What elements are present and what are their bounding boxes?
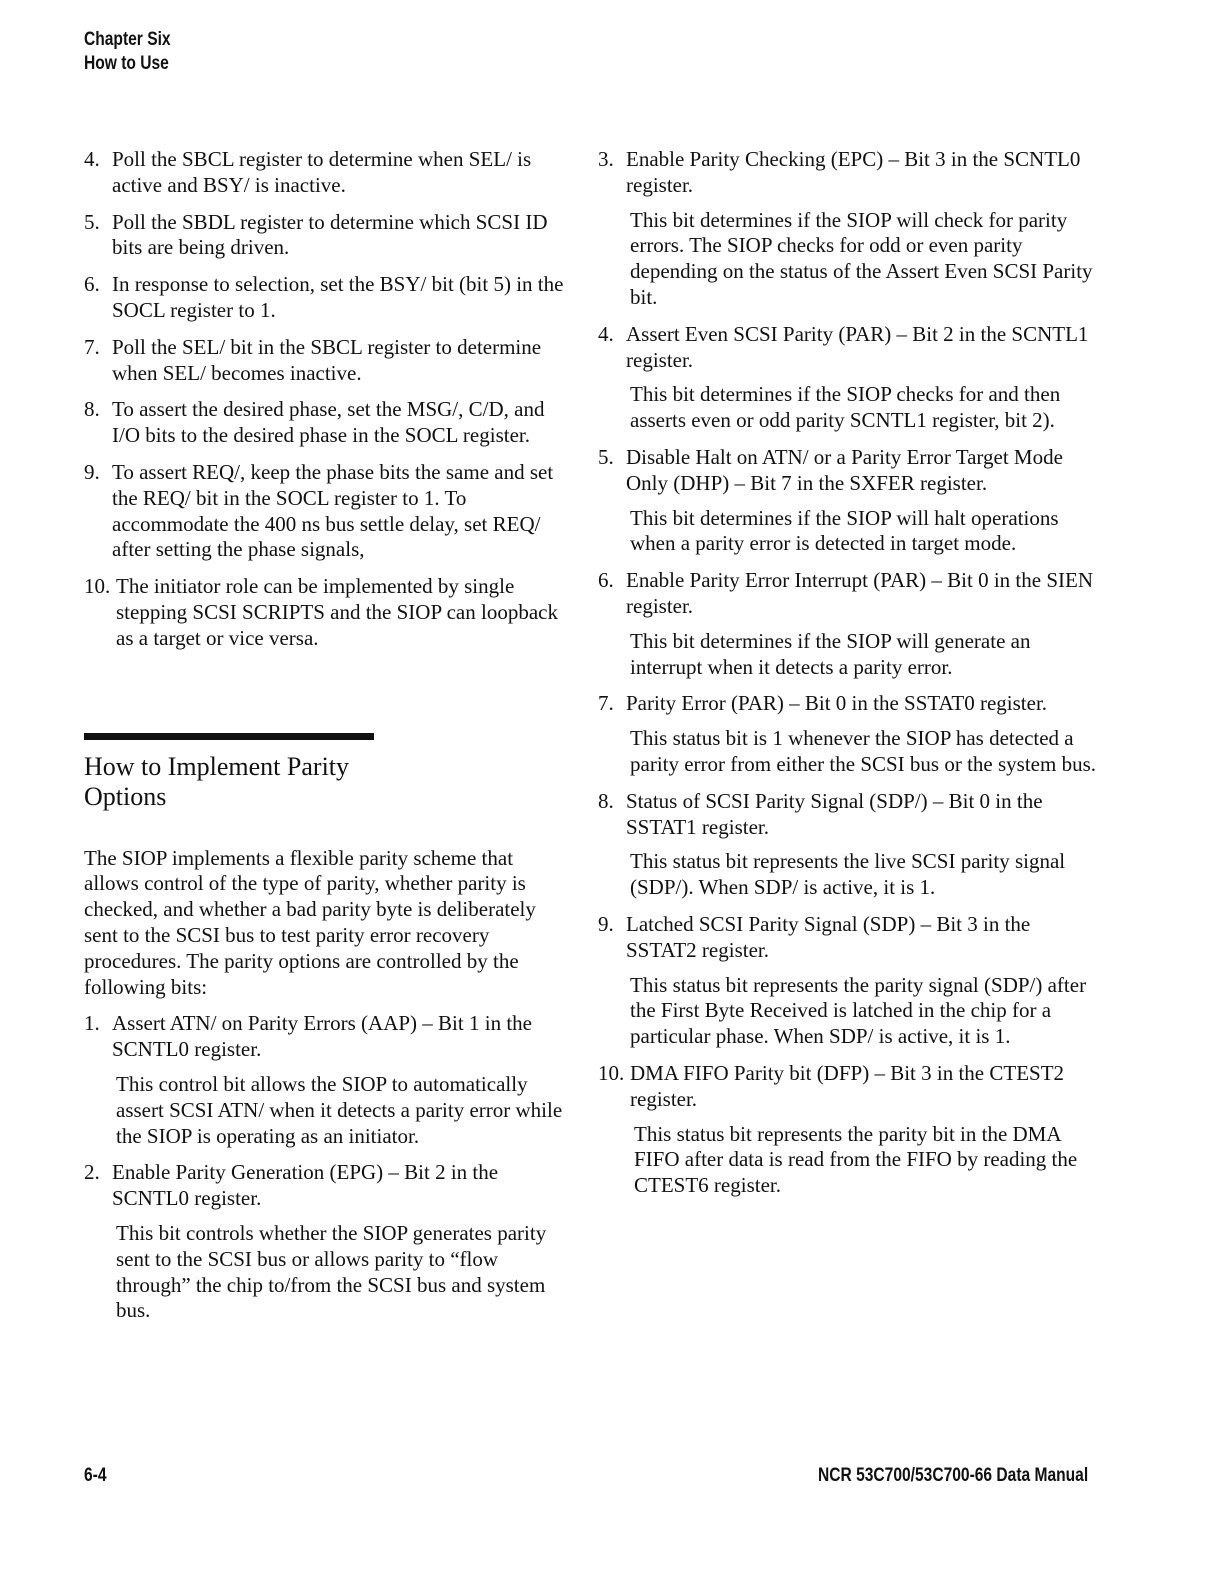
list-number: 7. [598,691,614,716]
parity-item [84,1011,564,1063]
list-text: To assert the desired phase, set the MSG/, C/D, and I/O bits to the desired phase in the SOCL register. [112,397,545,448]
parity-item [84,1160,564,1212]
list-number: 4. [598,321,614,346]
list-item [84,574,564,651]
parity-item-title: Parity Error (PAR) – Bit 0 in the SSTAT0 register. [626,691,1048,716]
parity-item-description: This status bit is 1 whenever the SIOP has detected a parity error from either the SCSI bus or the system bus. [630,726,1096,776]
list-number: 8. [84,397,100,422]
list-number: 4. [84,147,100,171]
parity-item-title: Assert ATN/ on Parity Errors (AAP) – Bit 1 in the SCNTL0 register. [112,1011,532,1062]
list-number: 7. [84,334,100,359]
parity-item [598,568,1098,620]
list-text: In response to selection, set the BSY/ bit (bit 5) in the SOCL register to 1. [112,272,564,322]
section-intro: The SIOP implements a flexible parity scheme that allows control of the type of parity, whether parity is checked, and whether a bad parity byte is deliberately sent to the SCSI bus to test parity error recovery procedures. The parity options are controlled by the following bits: [84,845,536,999]
parity-item [598,912,1098,964]
parity-item [598,691,1098,717]
parity-item-description: This bit determines if the SIOP checks for and then asserts even or odd parity SCNTL1 register, bit 2). [630,382,1061,433]
list-text: To assert REQ/, keep the phase bits the same and set the REQ/ bit in the SOCL register to 1. To accommodate the 400 ns bus settle delay, set REQ/ after setting the phase signals, [112,459,554,562]
parity-item-description: This status bit represents the parity bit in the DMA FIFO after data is read from the FIFO by reading the CTEST6 register. [634,1121,1078,1198]
list-number: 9. [598,911,614,936]
parity-item [598,445,1098,497]
list-number: 5. [598,444,614,469]
parity-item-title: Status of SCSI Parity Signal (SDP/) – Bit 0 in the SSTAT1 register. [626,788,1043,839]
parity-item [598,789,1098,841]
parity-item-description: This control bit allows the SIOP to automatically assert SCSI ATN/ when it detects a parity error while the SIOP is operating as an initiator. [116,1071,563,1148]
section-label: How to Use [84,53,169,74]
list-number: 8. [598,788,614,813]
section-rule [84,733,374,740]
parity-item-description: This status bit represents the live SCSI parity signal (SDP/). When SDP/ is active, it is 1. [630,849,1066,900]
list-number: 2. [84,1160,100,1185]
list-number: 3. [598,147,614,171]
list-number: 10. [84,574,111,599]
parity-item-title: Enable Parity Checking (EPC) – Bit 3 in the SCNTL0 register. [626,147,1081,197]
page-number: 6-4 [84,1465,107,1486]
list-number: 1. [84,1011,100,1036]
right-column [598,147,1098,1210]
list-item [84,147,564,199]
manual-title: NCR 53C700/53C700-66 Data Manual [818,1465,1089,1486]
parity-item-title: DMA FIFO Parity bit (DFP) – Bit 3 in the CTEST2 register. [630,1060,1065,1111]
list-item [84,335,564,387]
list-number: 9. [84,459,100,484]
parity-item-description: This bit determines if the SIOP will halt operations when a parity error is detected in target mode. [630,505,1059,556]
running-head [84,28,171,76]
parity-item-description: This bit determines if the SIOP will check for parity errors. The SIOP checks for odd or even parity depending on the status of the Assert Even SCSI Parity bit. [630,207,1093,309]
list-number: 6. [598,568,614,593]
list-text: The initiator role can be implemented by single stepping SCSI SCRIPTS and the SIOP can loopback as a target or vice versa. [116,574,558,650]
list-text: Poll the SBCL register to determine when SEL/ is active and BSY/ is inactive. [112,147,532,197]
parity-item-description: This bit controls whether the SIOP generates parity sent to the SCSI bus or allows parity to “flow through” the chip to/from the SCSI bus and system bus. [116,1220,547,1323]
parity-item [598,322,1098,374]
section-title-line1: How to Implement Parity [84,751,350,781]
parity-item-title: Enable Parity Generation (EPG) – Bit 2 in the SCNTL0 register. [112,1160,499,1211]
list-number: 5. [84,209,100,234]
parity-item [598,1061,1098,1113]
parity-item-title: Enable Parity Error Interrupt (PAR) – Bit 0 in the SIEN register. [626,568,1093,618]
section-title-line2: Options [84,781,167,811]
parity-item-description: This status bit represents the parity signal (SDP/) after the First Byte Received is latched in the chip for a particular phase. When SDP/ is active, it is 1. [630,972,1087,1049]
list-item [84,210,564,262]
parity-item-title: Assert Even SCSI Parity (PAR) – Bit 2 in the SCNTL1 register. [626,321,1089,372]
parity-item-description: This bit determines if the SIOP will generate an interrupt when it detects a parity error. [630,628,1031,679]
left-column [84,147,564,1335]
list-text: Poll the SEL/ bit in the SBCL register to determine when SEL/ becomes inactive. [112,334,542,385]
list-text: Poll the SBDL register to determine which SCSI ID bits are being driven. [112,209,548,260]
section-title [84,752,564,812]
list-number: 10. [598,1060,625,1085]
parity-item-title: Latched SCSI Parity Signal (SDP) – Bit 3 in the SSTAT2 register. [626,911,1031,962]
parity-item-title: Disable Halt on ATN/ or a Parity Error Target Mode Only (DHP) – Bit 7 in the SXFER register. [626,444,1063,495]
parity-item [598,147,1098,199]
list-item [84,460,564,563]
list-item [84,397,564,449]
list-number: 6. [84,272,100,297]
list-item [84,272,564,324]
chapter-label: Chapter Six [84,29,171,50]
